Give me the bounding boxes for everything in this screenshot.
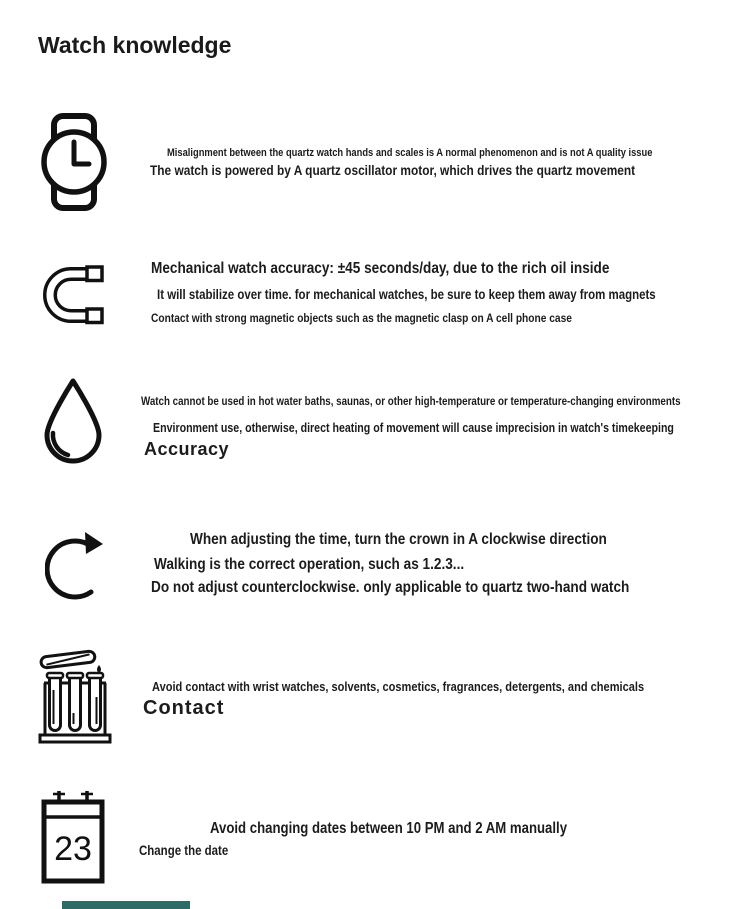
section-chemicals-line-1: Avoid contact with wrist watches, solvents, cosmetics, fragrances, detergents, and chemicals	[152, 679, 645, 694]
section-time-line-2: Walking is the correct operation, such as 1.2.3...	[154, 556, 465, 573]
section-temperature-heading: Accuracy	[144, 439, 230, 459]
section-date-line-2: Change the date	[139, 843, 229, 858]
clockwise-arrow-icon	[45, 520, 109, 612]
calendar-day-number: 23	[54, 830, 92, 868]
section-temperature-line-1: Watch cannot be used in hot water baths, saunas, or other high-temperature or temperature-changing environments	[141, 396, 681, 408]
section-time-line-1: When adjusting the time, turn the crown in A clockwise direction	[190, 531, 607, 548]
section-temperature-line-2: Environment use, otherwise, direct heating of movement will cause imprecision in watch's timekeeping	[153, 421, 674, 435]
water-drop-icon	[40, 376, 106, 466]
footer-accent-bar	[62, 901, 190, 909]
section-time-line-3: Do not adjust counterclockwise. only applicable to quartz two-hand watch	[151, 579, 630, 596]
calendar-icon	[40, 790, 106, 885]
section-date-line-1: Avoid changing dates between 10 PM and 2 AM manually	[210, 820, 568, 837]
magnet-icon	[43, 264, 107, 326]
section-quartz-line-2: The watch is powered by A quartz oscillator motor, which drives the quartz movement	[150, 162, 636, 178]
section-chemicals-heading: Contact	[143, 697, 225, 719]
section-magnetism-line-2: It will stabilize over time. for mechanical watches, be sure to keep them away from magnets	[157, 287, 656, 302]
page-title: Watch knowledge	[38, 32, 232, 58]
wrist-watch-icon	[40, 112, 108, 212]
test-tubes-icon	[38, 645, 112, 745]
section-magnetism-line-3: Contact with strong magnetic objects such as the magnetic clasp on A cell phone case	[151, 311, 572, 325]
section-quartz-line-1: Misalignment between the quartz watch hands and scales is A normal phenomenon and is not A quality issue	[167, 147, 653, 159]
section-magnetism-line-1: Mechanical watch accuracy: ±45 seconds/day, due to the rich oil inside	[151, 260, 610, 277]
